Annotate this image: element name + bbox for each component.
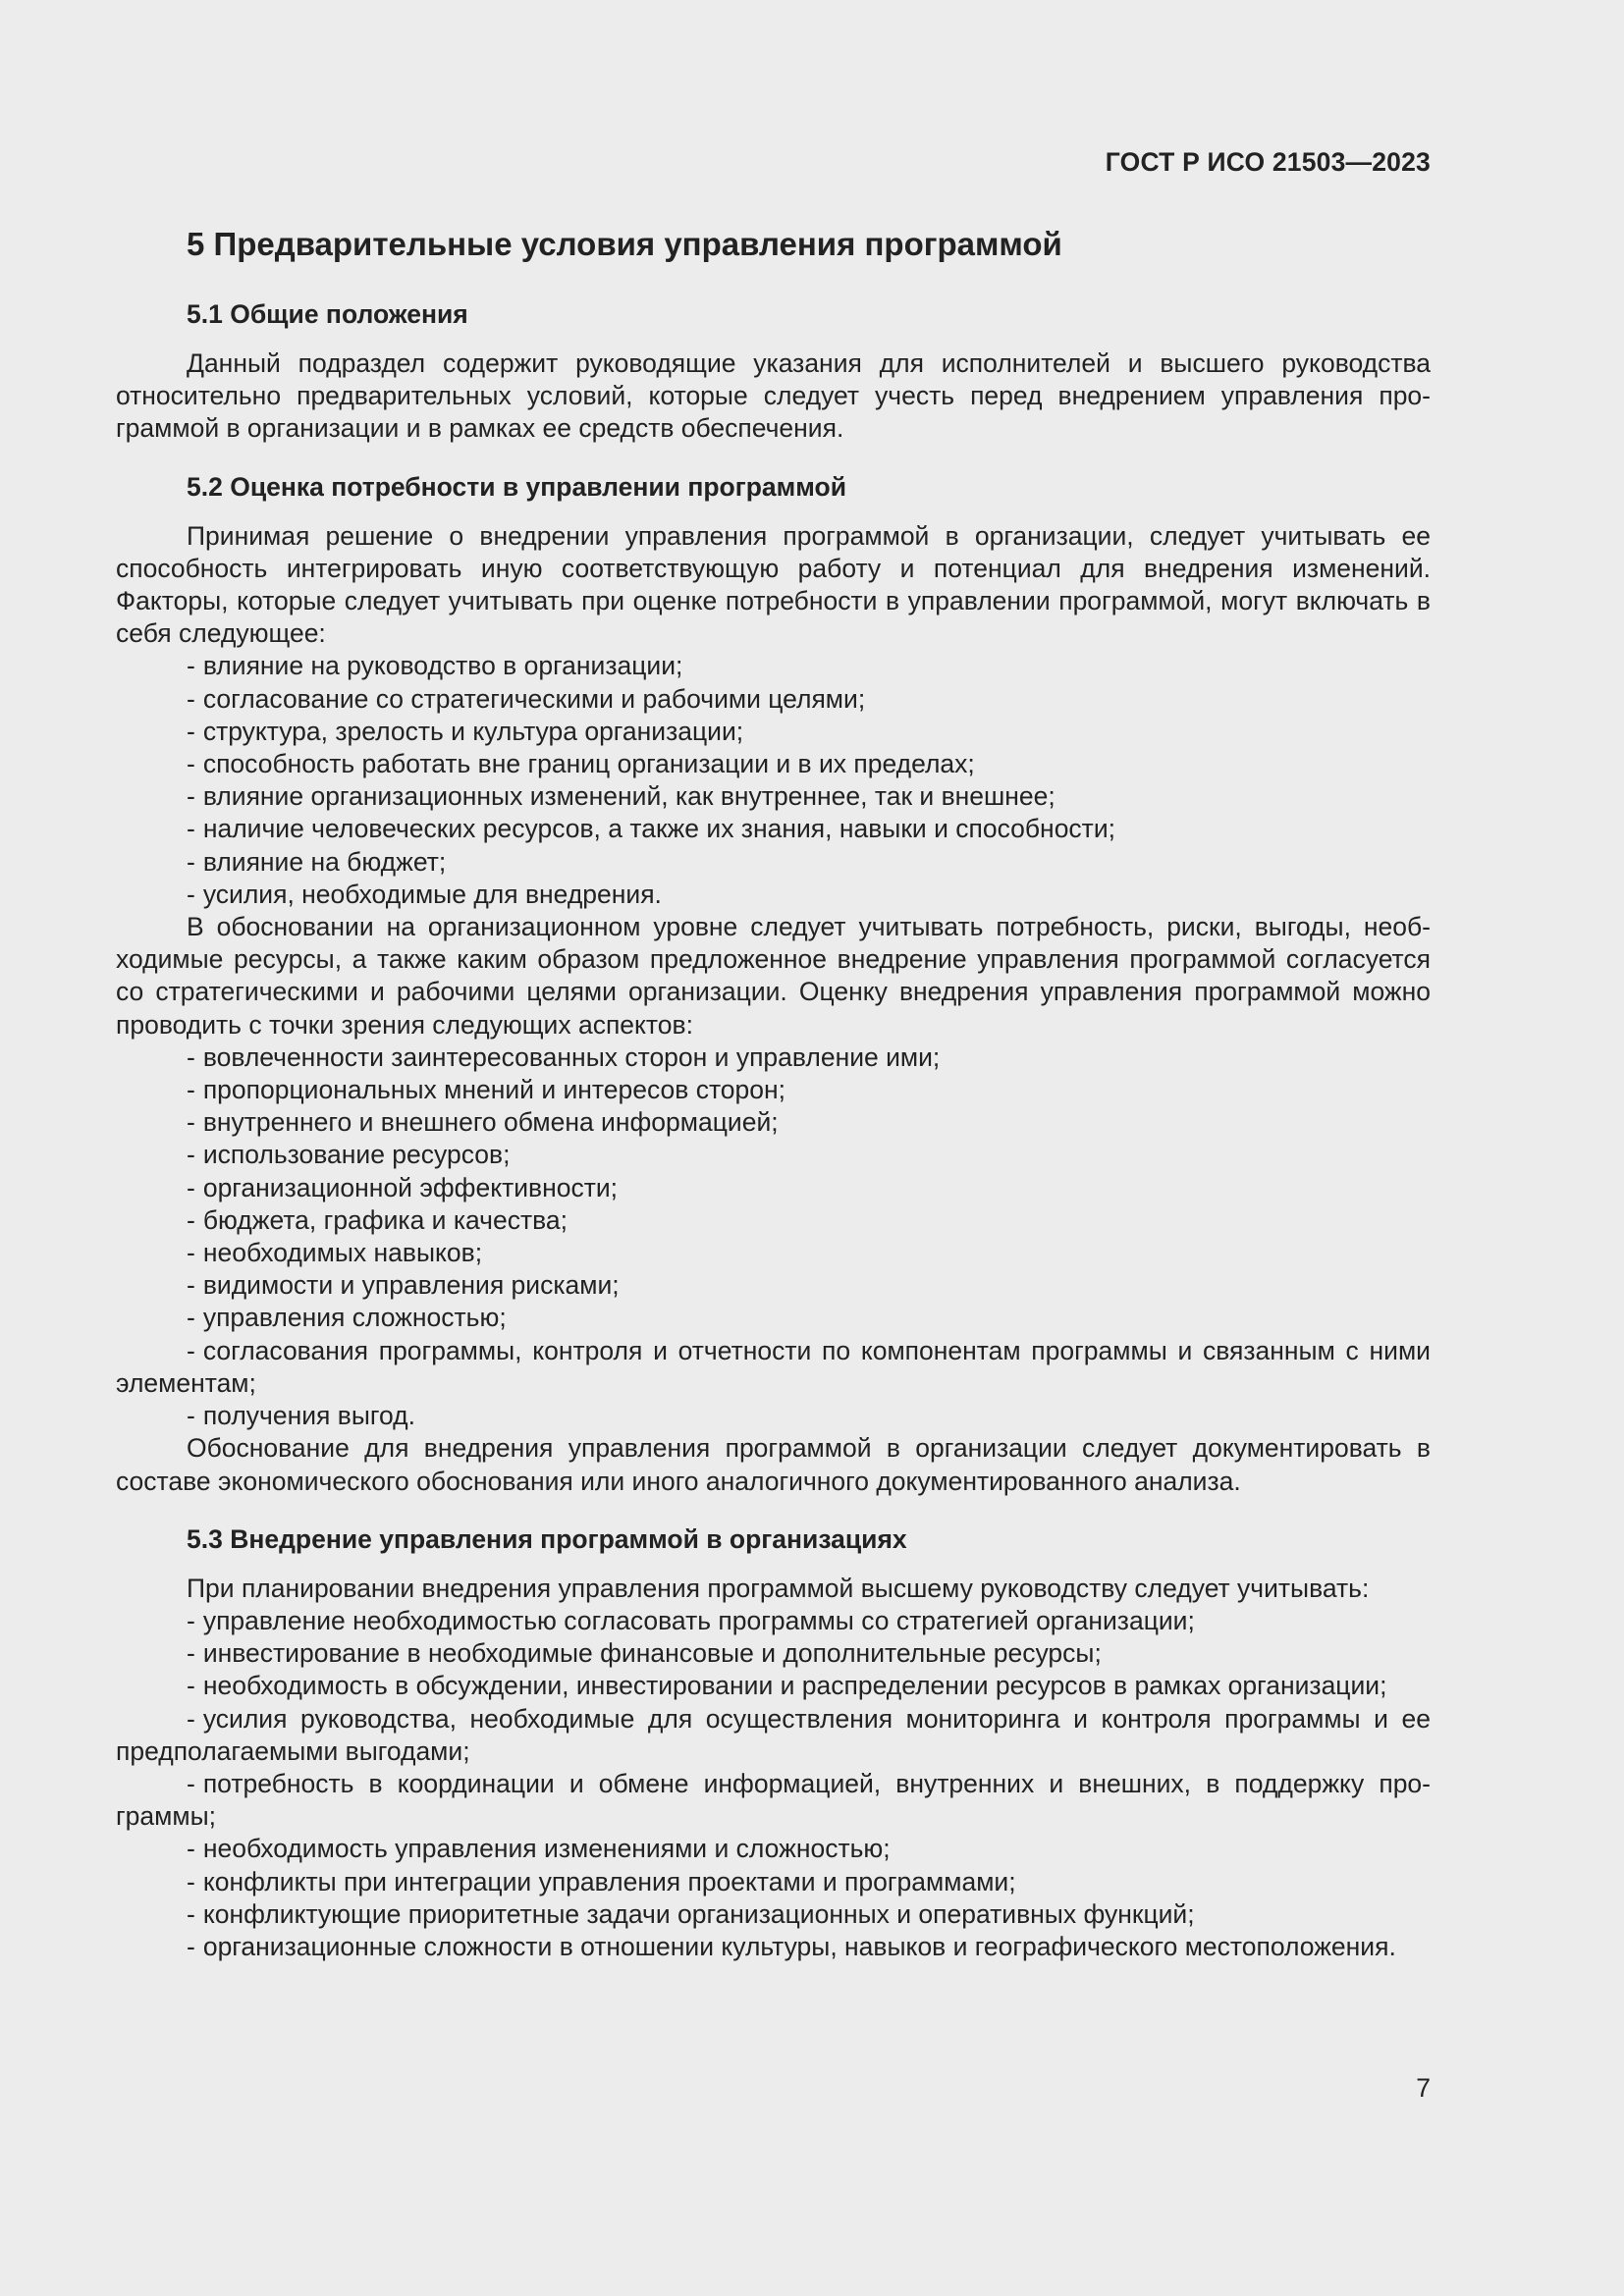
list-item: - конфликтующие приоритетные задачи организационных и оперативных функций;: [187, 1898, 1195, 1929]
list-item: - получения выгод.: [187, 1401, 415, 1431]
list-item: - вовлеченности заинтересованных сторон и управление ими;: [187, 1041, 941, 1072]
list-item: - бюджета, графика и качества;: [187, 1204, 568, 1235]
paragraph-5-1: Данный подраздел содержит руководящие указания для исполнителей и высшего руководства относительно предварительных условий, которые следует учесть перед внедрением управления программой в организации и в рамках ее средств обеспечения.: [116, 348, 1431, 444]
list-item: - пропорциональных мнений и интересов сторон;: [187, 1075, 786, 1105]
list-item: - усилия руководства, необходимые для осуществления мониторинга и контроля программы и ее предполагаемыми выгодами;: [116, 1703, 1431, 1766]
list-item: - влияние организационных изменений, как внутреннее, так и внешнее;: [187, 781, 1056, 812]
subsection-heading-5-2: 5.2 Оценка потребности в управлении программой: [187, 471, 846, 502]
section-title: 5 Предварительные условия управления программой: [187, 226, 1062, 262]
list-item: - инвестирование в необходимые финансовые и дополнительные ресурсы;: [187, 1638, 1102, 1669]
list-item: - способность работать вне границ организации и в их пределах;: [187, 749, 975, 779]
page-number: 7: [1416, 2073, 1431, 2103]
list-item: - управление необходимостью согласовать программы со стратегией организации;: [187, 1605, 1195, 1635]
list-item: - организационные сложности в отношении культуры, навыков и географического местоположения.: [187, 1931, 1396, 1961]
list-item: - влияние на бюджет;: [187, 846, 447, 877]
list-item: - конфликты при интеграции управления проектами и программами;: [187, 1866, 1016, 1896]
list-item: - потребность в координации и обмене информацией, внутренних и внешних, в поддержку программы;: [116, 1768, 1431, 1832]
factors-list: [116, 650, 1431, 911]
list-item: - структура, зрелость и культура организации;: [187, 716, 744, 746]
list-item: - необходимость управления изменениями и сложностью;: [187, 1834, 891, 1864]
paragraph-5-3-intro: При планировании внедрения управления программой высшему руководству следует учитывать:: [187, 1573, 1370, 1603]
list-item: - необходимых навыков;: [187, 1238, 483, 1268]
list-item: - усилия, необходимые для внедрения.: [187, 879, 662, 909]
list-item: - согласование со стратегическими и рабочими целями;: [187, 683, 866, 714]
paragraph-5-2-intro: Принимая решение о внедрении управления программой в организации, следует учитывать ее способность интегрировать иную соответствующую работу и потенциал для внедрения изменений. Факторы, которые следует учитывать при оценке потребности в управлении программой, могут включать в себя следующее:: [116, 520, 1431, 649]
list-item: - организационной эффективности;: [187, 1172, 619, 1202]
page-content: [116, 220, 1431, 1963]
paragraph-5-2-conclusion: Обоснование для внедрения управления программой в организации следует документировать в составе экономического обоснования или иного аналогичного документированного анализа.: [116, 1433, 1431, 1496]
list-item: - видимости и управления рисками;: [187, 1270, 620, 1301]
list-item: - согласования программы, контроля и отчетности по компонентам программы и связанным с ними элементам;: [116, 1335, 1431, 1398]
paragraph-5-2-justification: В обосновании на организационном уровне следует учитывать потребность, риски, выгоды, необходимые ресурсы, а также каким образом предложенное внедрение управления программой согласуется со стратегическими и рабочими целями организации. Оценку внедрения управления программой можно проводить с точки зрения следующих аспектов:: [116, 912, 1431, 1040]
aspects-list: [116, 1041, 1431, 1432]
document-header: ГОСТ Р ИСО 21503—2023: [1105, 147, 1431, 177]
list-item: - управления сложностью;: [187, 1303, 507, 1333]
list-item: - влияние на руководство в организации;: [187, 651, 683, 681]
considerations-list: [116, 1605, 1431, 1963]
list-item: - внутреннего и внешнего обмена информацией;: [187, 1107, 779, 1138]
subsection-heading-5-3: 5.3 Внедрение управления программой в организациях: [187, 1523, 907, 1554]
list-item: - использование ресурсов;: [187, 1140, 511, 1170]
list-item: - необходимость в обсуждении, инвестировании и распределении ресурсов в рамках организации;: [187, 1671, 1387, 1701]
subsection-heading-5-1: 5.1 Общие положения: [187, 299, 468, 329]
list-item: - наличие человеческих ресурсов, а также их знания, навыки и способности;: [187, 814, 1115, 844]
